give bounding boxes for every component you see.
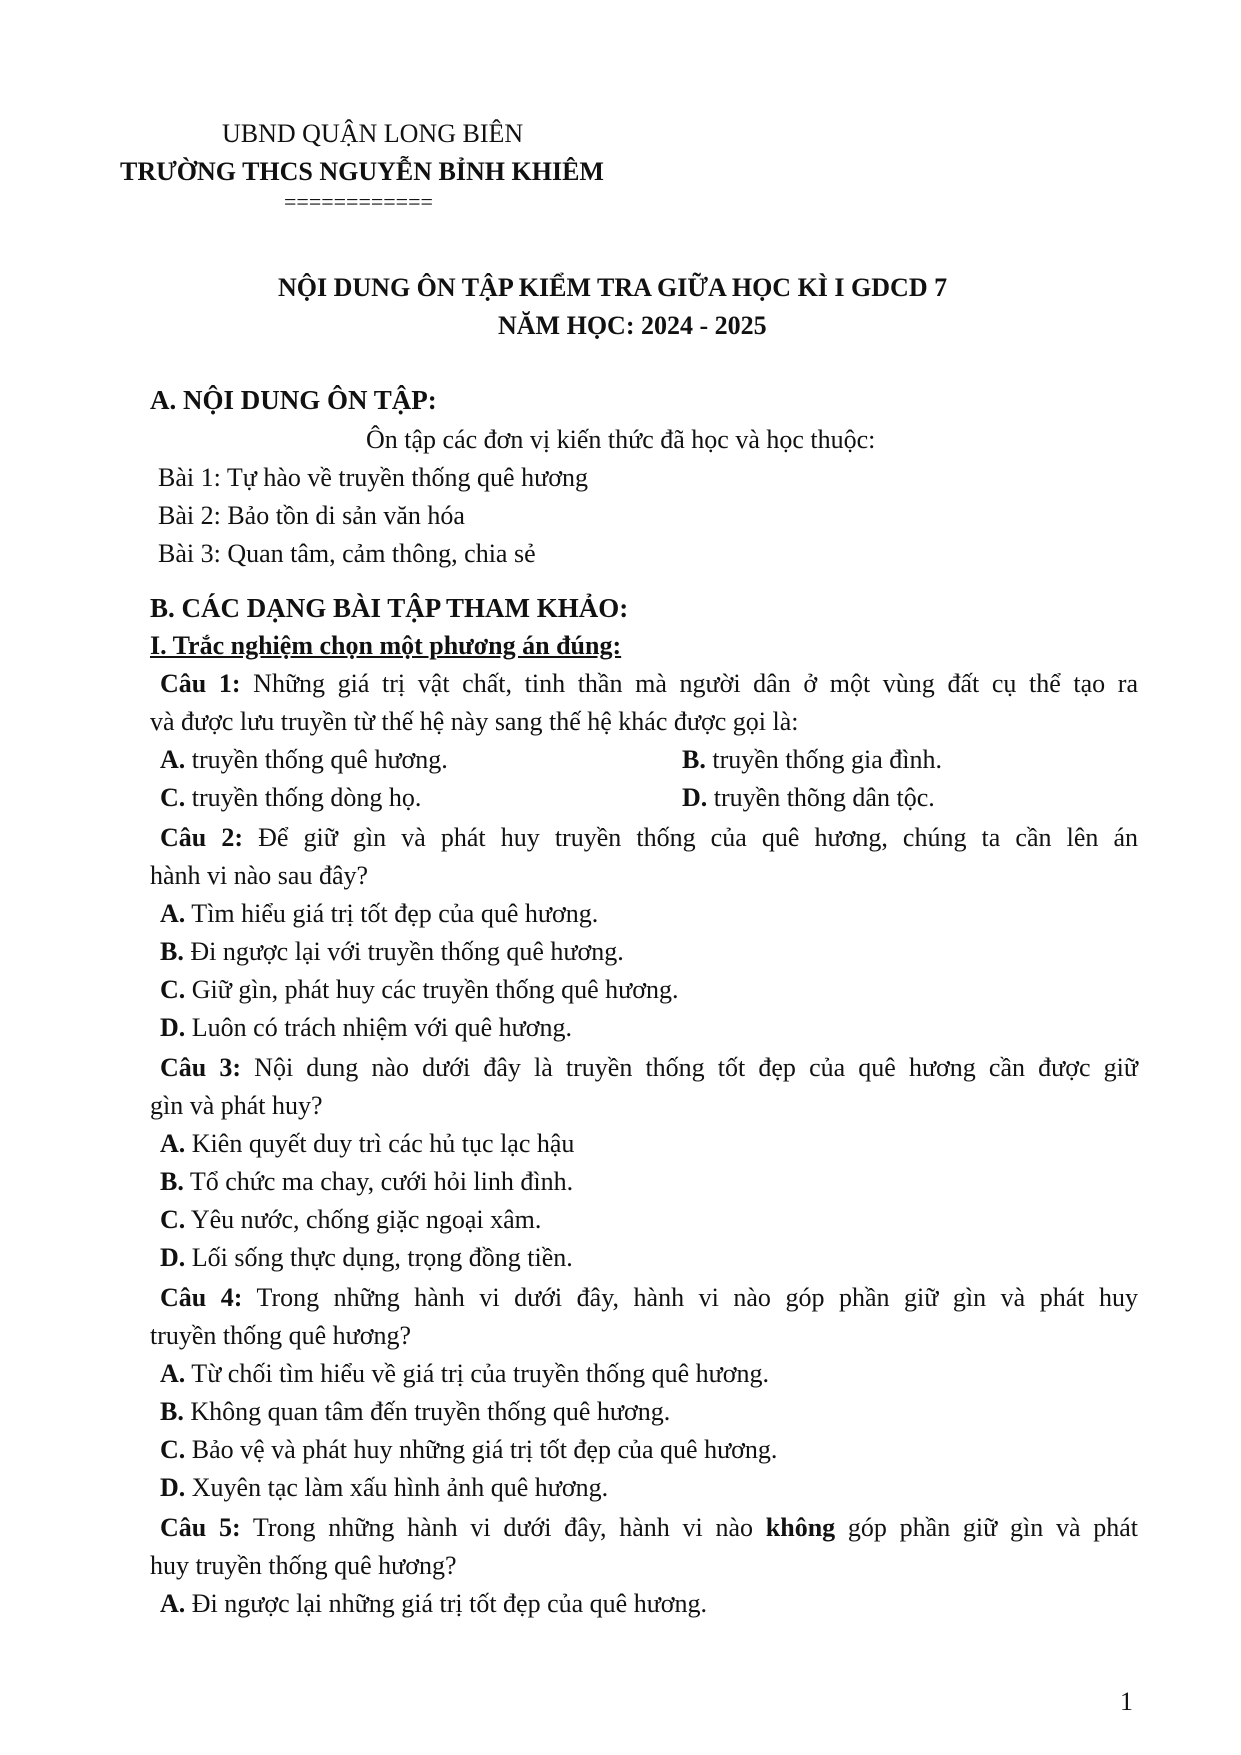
question-3-option-d: D. Lối sống thực dụng, trọng đồng tiền. bbox=[160, 1243, 573, 1272]
question-2-line-2: hành vi nào sau đây? bbox=[150, 861, 369, 890]
school-year: NĂM HỌC: 2024 - 2025 bbox=[498, 311, 767, 340]
question-2-option-b: B. Đi ngược lại với truyền thống quê hương. bbox=[160, 937, 624, 966]
question-1-option-b: B. truyền thống gia đình. bbox=[682, 745, 942, 774]
question-3-line-1: Câu 3: Nội dung nào dưới đây là truyền thống tốt đẹp của quê hương cần được giữ bbox=[160, 1053, 1138, 1082]
question-4-option-d: D. Xuyên tạc làm xấu hình ảnh quê hương. bbox=[160, 1473, 609, 1502]
question-4-line-1: Câu 4: Trong những hành vi dưới đây, hành vi nào góp phần giữ gìn và phát huy bbox=[160, 1283, 1138, 1312]
lesson-3: Bài 3: Quan tâm, cảm thông, chia sẻ bbox=[158, 539, 536, 568]
district-name: UBND QUẬN LONG BIÊN bbox=[222, 119, 524, 148]
question-1-option-c: C. truyền thống dòng họ. bbox=[160, 783, 422, 812]
question-5-label: Câu 5: bbox=[160, 1513, 241, 1542]
question-2-line-1: Câu 2: Để giữ gìn và phát huy truyền thống của quê hương, chúng ta cần lên án bbox=[160, 823, 1138, 852]
question-1-line-1: Câu 1: Những giá trị vật chất, tinh thần mà người dân ở một vùng đất cụ thể tạo ra bbox=[160, 669, 1138, 698]
lesson-1: Bài 1: Tự hào về truyền thống quê hương bbox=[158, 463, 588, 492]
question-5-option-a: A. Đi ngược lại những giá trị tốt đẹp của quê hương. bbox=[160, 1589, 708, 1618]
question-3-option-b: B. Tổ chức ma chay, cưới hỏi linh đình. bbox=[160, 1167, 574, 1196]
question-1-option-a: A. truyền thống quê hương. bbox=[160, 745, 448, 774]
question-5-line-2: huy truyền thống quê hương? bbox=[150, 1551, 457, 1580]
question-2-option-c: C. Giữ gìn, phát huy các truyền thống quê hương. bbox=[160, 975, 679, 1004]
question-1-option-d: D. truyền thõng dân tộc. bbox=[682, 783, 935, 812]
part-1-heading: I. Trắc nghiệm chọn một phương án đúng: bbox=[150, 631, 622, 660]
question-4-option-c: C. Bảo vệ và phát huy những giá trị tốt đẹp của quê hương. bbox=[160, 1435, 778, 1464]
question-3-option-a: A. Kiên quyết duy trì các hủ tục lạc hậu bbox=[160, 1129, 575, 1158]
question-3-line-2: gìn và phát huy? bbox=[150, 1091, 323, 1120]
page-number: 1 bbox=[1120, 1687, 1133, 1716]
header-separator: ============ bbox=[284, 189, 433, 214]
lesson-2: Bài 2: Bảo tồn di sản văn hóa bbox=[158, 501, 465, 530]
question-4-line-2: truyền thống quê hương? bbox=[150, 1321, 412, 1350]
question-2-label: Câu 2: bbox=[160, 823, 243, 852]
question-1-line-2: và được lưu truyền từ thế hệ này sang thế hệ khác được gọi là: bbox=[150, 707, 799, 736]
question-4-option-b: B. Không quan tâm đến truyền thống quê hương. bbox=[160, 1397, 671, 1426]
question-4-option-a: A. Từ chối tìm hiểu về giá trị của truyền thống quê hương. bbox=[160, 1359, 769, 1388]
section-a-intro: Ôn tập các đơn vị kiến thức đã học và học thuộc: bbox=[366, 425, 876, 454]
section-a-heading: A. NỘI DUNG ÔN TẬP: bbox=[150, 385, 437, 415]
question-1-label: Câu 1: bbox=[160, 669, 241, 698]
question-3-option-c: C. Yêu nước, chống giặc ngoại xâm. bbox=[160, 1205, 542, 1234]
question-5-line-1: Câu 5: Trong những hành vi dưới đây, hành vi nào không góp phần giữ gìn và phát bbox=[160, 1513, 1138, 1542]
question-3-label: Câu 3: bbox=[160, 1053, 242, 1082]
page-title: NỘI DUNG ÔN TẬP KIỂM TRA GIỮA HỌC KÌ I GDCD 7 bbox=[278, 273, 948, 302]
question-2-option-a: A. Tìm hiểu giá trị tốt đẹp của quê hương. bbox=[160, 899, 599, 928]
section-b-heading: B. CÁC DẠNG BÀI TẬP THAM KHẢO: bbox=[150, 593, 629, 623]
question-2-option-d: D. Luôn có trách nhiệm với quê hương. bbox=[160, 1013, 573, 1042]
school-name: TRƯỜNG THCS NGUYỄN BỈNH KHIÊM bbox=[120, 157, 604, 186]
question-4-label: Câu 4: bbox=[160, 1283, 243, 1312]
